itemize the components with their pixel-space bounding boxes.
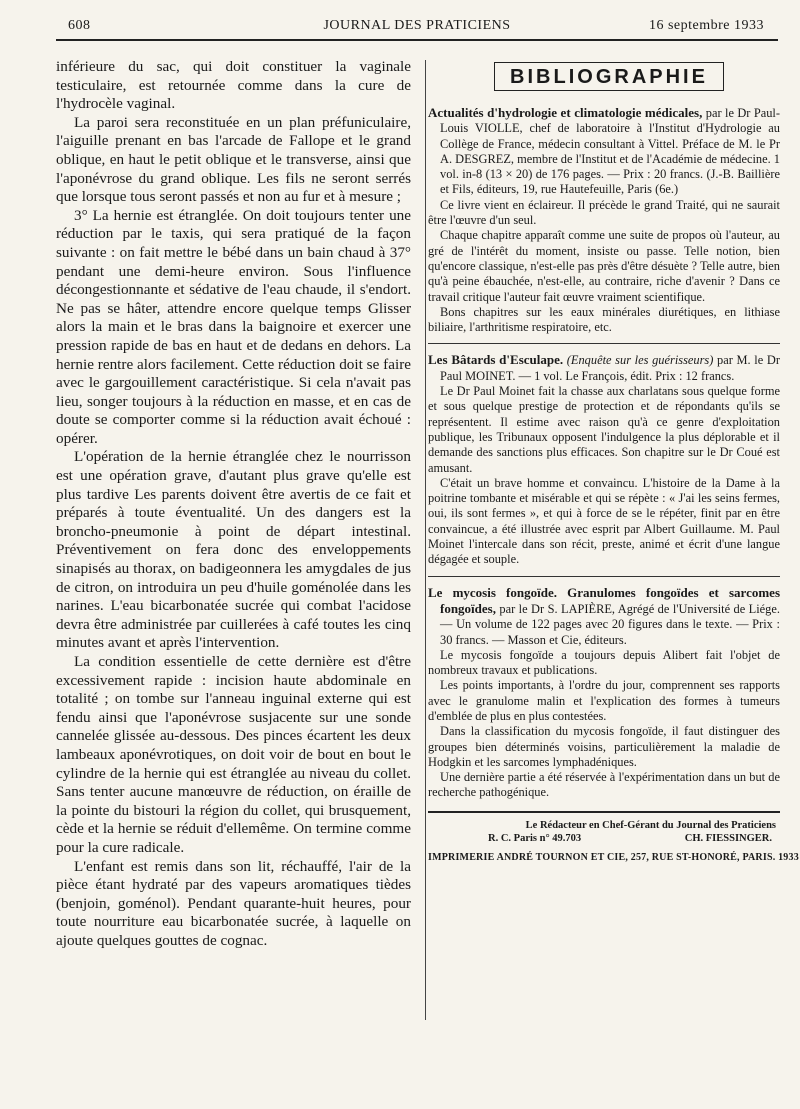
review-paragraph: Le Dr Paul Moinet fait la chasse aux charlatans sous quelque forme et sous quelque prestige de protection et de répondants qu'ils se représentent. Il estime avec raison qu'à ce genre d'exploitation publique, les Tribunaux opposent l'indulgence la plus déplorable et il demande des sanctions plus efficaces. Son chapitre sur le Dr Coué est amusant. — [428, 384, 780, 475]
review-paragraph: Le mycosis fongoïde a toujours depuis Alibert fait l'objet de nombreux travaux et publications. — [428, 647, 780, 678]
editor-name: CH. FIESSINGER. — [684, 832, 772, 844]
footer-rule — [428, 811, 780, 813]
review-paragraph: Bons chapitres sur les eaux minérales diurétiques, en lithiase biliaire, l'arthritisme respiratoire, etc. — [428, 304, 780, 335]
bibliography-column — [428, 58, 799, 864]
page-number: 608 — [68, 18, 91, 33]
paragraph: L'opération de la hernie étranglée chez le nourrisson est une opération grave, d'autant plus grave qu'elle est plus tardive Les parents doivent être avertis de ce fait et préparés à toute éventualité. Un des dangers est la broncho-pneumonie à point de départ intestinal. Préventivement on fera donc des enveloppements sinapisés au thorax, on badigeonnera les amygdales de jus de citron, on introduira un peu d'huile goménolée dans les narines. L'eau bicarbonatée sucrée qui combat l'acidose devra être administrée par cuillerées à café toutes les cinq minutes avant et après l'intervention. — [56, 448, 411, 652]
book-reference: par M. le Dr Paul MOINET. — 1 vol. Le François, édit. Prix : 12 francs. — [440, 353, 780, 383]
entry-separator — [428, 576, 780, 577]
left-column — [56, 58, 411, 951]
book-review-1 — [428, 105, 780, 335]
paragraph: La paroi sera reconstituée en un plan préfuniculaire, l'aiguille prenant en bas l'arcade de Fallope et le grand oblique, en haut le petit oblique et le transverse, ainsi que l'aponévrose du grand oblique. Les fils ne seront serrés que lorsque tous seront passés et non au fur et à mesure ; — [56, 113, 411, 206]
paragraph: La condition essentielle de cette dernière est d'être excessivement rapide : incision haute abdominale en totalité ; on tombe sur l'anneau inguinal externe qui est fendu ainsi que l'aponévrose susjacente sur une sonde cannelée glissée au-dessous. Des pinces écartent les deux lambeaux aponévrotiques, on doit voir de bout en bout le cylindre de la hernie qui est étranglée au niveau du collet. Sans tenter aucune manœuvre de réduction, on éraille de la pointe du bistouri la région du collet, qui brusquement, cède et la hernie se réduit d'ellemême. On termine comme pour la cure radicale. — [56, 653, 411, 856]
column-divider — [425, 60, 426, 1020]
bibliography-heading: BIBLIOGRAPHIE — [494, 62, 724, 91]
book-subtitle: (Enquête sur les guérisseurs) — [566, 353, 714, 368]
review-paragraph: Chaque chapitre apparaît comme une suite de propos où l'auteur, au gré de l'intérêt du moment, insiste ou passe. Telle notion, bien qu'encore classique, n'est-elle pas près d'être désuète ? Telle autre, bien qu'à peine ébauchée, n'est-elle, au contraire, riche d'avenir ? Dans ce travail critique l'auteur fait œuvre vraiment scientifique. — [428, 228, 780, 304]
paragraph: inférieure du sac, qui doit constituer la vaginale testiculaire, est retournée comme dans la cure de l'hydrocèle vaginal. — [56, 58, 411, 113]
book-review-3 — [428, 585, 780, 801]
paragraph: 3° La hernie est étranglée. On doit toujours tenter une réduction par le taxis, qui sera pratiqué de la façon suivante : on fait mettre le bébé dans un bain chaud à 37° pendant une demi-heure environ. Sous l'influence décongestionnante et sédative de l'eau chaude, il s'endort. Ne pas se hâter, attendre encore quelque temps Glisser alors la main et le bras dans la baignoire et exercer une pression rapide de bas en haut et de dedans en dehors. La hernie rentre alors facilement. Cette réduction doit se faire avec le gargouillement caractéristique. Si cela n'avait pas lieu, songer toujours à la réduction en masse, et en cas de doute se comporter comme si la réduction avait échoué : opérer. — [56, 206, 411, 447]
review-heading — [428, 585, 780, 648]
book-reference: par le Dr S. LAPIÈRE, Agrégé de l'Université de Liége. — Un volume de 122 pages avec 20 figures dans le texte. — Prix : 30 francs. — Masson et Cie, éditeurs. — [440, 601, 780, 647]
book-title: Actualités d'hydrologie et climatologie médicales, — [428, 105, 703, 120]
book-reference: par le Dr Paul-Louis VIOLLE, chef de laboratoire à l'Institut d'Hydrologie au Collège de France, médecin consultant à Vittel. Préface de M. le Pr A. DESGREZ, membre de l'Institut et de l'Académie de médecine. 1 vol. in-8 (13 × 20) de 176 pages. — Prix : 20 francs. (J.-B. Baillière et Fils, éditeurs, 19, rue Hautefeuille, Paris (6e.) — [440, 106, 780, 197]
book-title: Les Bâtards d'Esculape. — [428, 352, 564, 368]
review-paragraph: Ce livre vient en éclaireur. Il précède le grand Traité, qui ne saurait être l'œuvre d'un seul. — [428, 197, 780, 228]
journal-title: JOURNAL DES PRATICIENS — [323, 18, 511, 33]
review-paragraph: Dans la classification du mycosis fongoïde, il faut distinguer des groupes bien déterminés voisins, particulièrement la maladie de Hodgkin et les sarcomes lymphadéniques. — [428, 724, 780, 769]
book-review-2 — [428, 352, 780, 567]
review-heading — [428, 105, 780, 198]
registration-number: R. C. Paris n° 49.703 — [488, 832, 582, 844]
page-header — [56, 18, 778, 40]
header-rule — [56, 39, 778, 41]
review-heading — [428, 352, 780, 384]
paragraph: L'enfant est remis dans son lit, réchauffé, l'air de la pièce étant hydraté par des vapeurs aromatiques tièdes (benjoin, goménol). Pendant quarante-huit heures, pour toute nourriture eau bicarbonatée sucrée, à laquelle on ajoute quelques gouttes de cognac. — [56, 857, 411, 949]
issue-date: 16 septembre 1933 — [648, 18, 764, 33]
review-paragraph: C'était un brave homme et convaincu. L'histoire de la Dame à la poitrine tombante et misérable et qui se répète : « J'ai les seins fermes, oui, ils sont fermes », et qui à force de se le répéter, finit par en être convaincue, a été illustrée avec esprit par Albert Guillaume. M. Paul Moinet l'intercale dans son récit, preste, animé et écrit d'une langue dégagée et souple. — [428, 475, 780, 567]
footer-editor-line: Le Rédacteur en Chef-Gérant du Journal des Praticiens — [525, 819, 776, 831]
footer-registration — [428, 832, 780, 845]
entry-separator — [428, 343, 780, 344]
review-paragraph: Une dernière partie a été réservée à l'expérimentation dans un but de recherche pathogénique. — [428, 770, 780, 800]
book-title: Le mycosis fongoïde. Granulomes fongoïdes et sarcomes fongoïdes, — [428, 584, 780, 616]
printer-imprint: IMPRIMERIE ANDRÉ TOURNON ET CIE, 257, RUE ST-HONORÉ, PARIS. 1933 — [428, 851, 799, 863]
review-paragraph: Les points importants, à l'ordre du jour, comprennent ses rapports avec le granulome malin et l'explication des formes à tumeurs d'emblée de plus en plus contestées. — [428, 678, 780, 723]
